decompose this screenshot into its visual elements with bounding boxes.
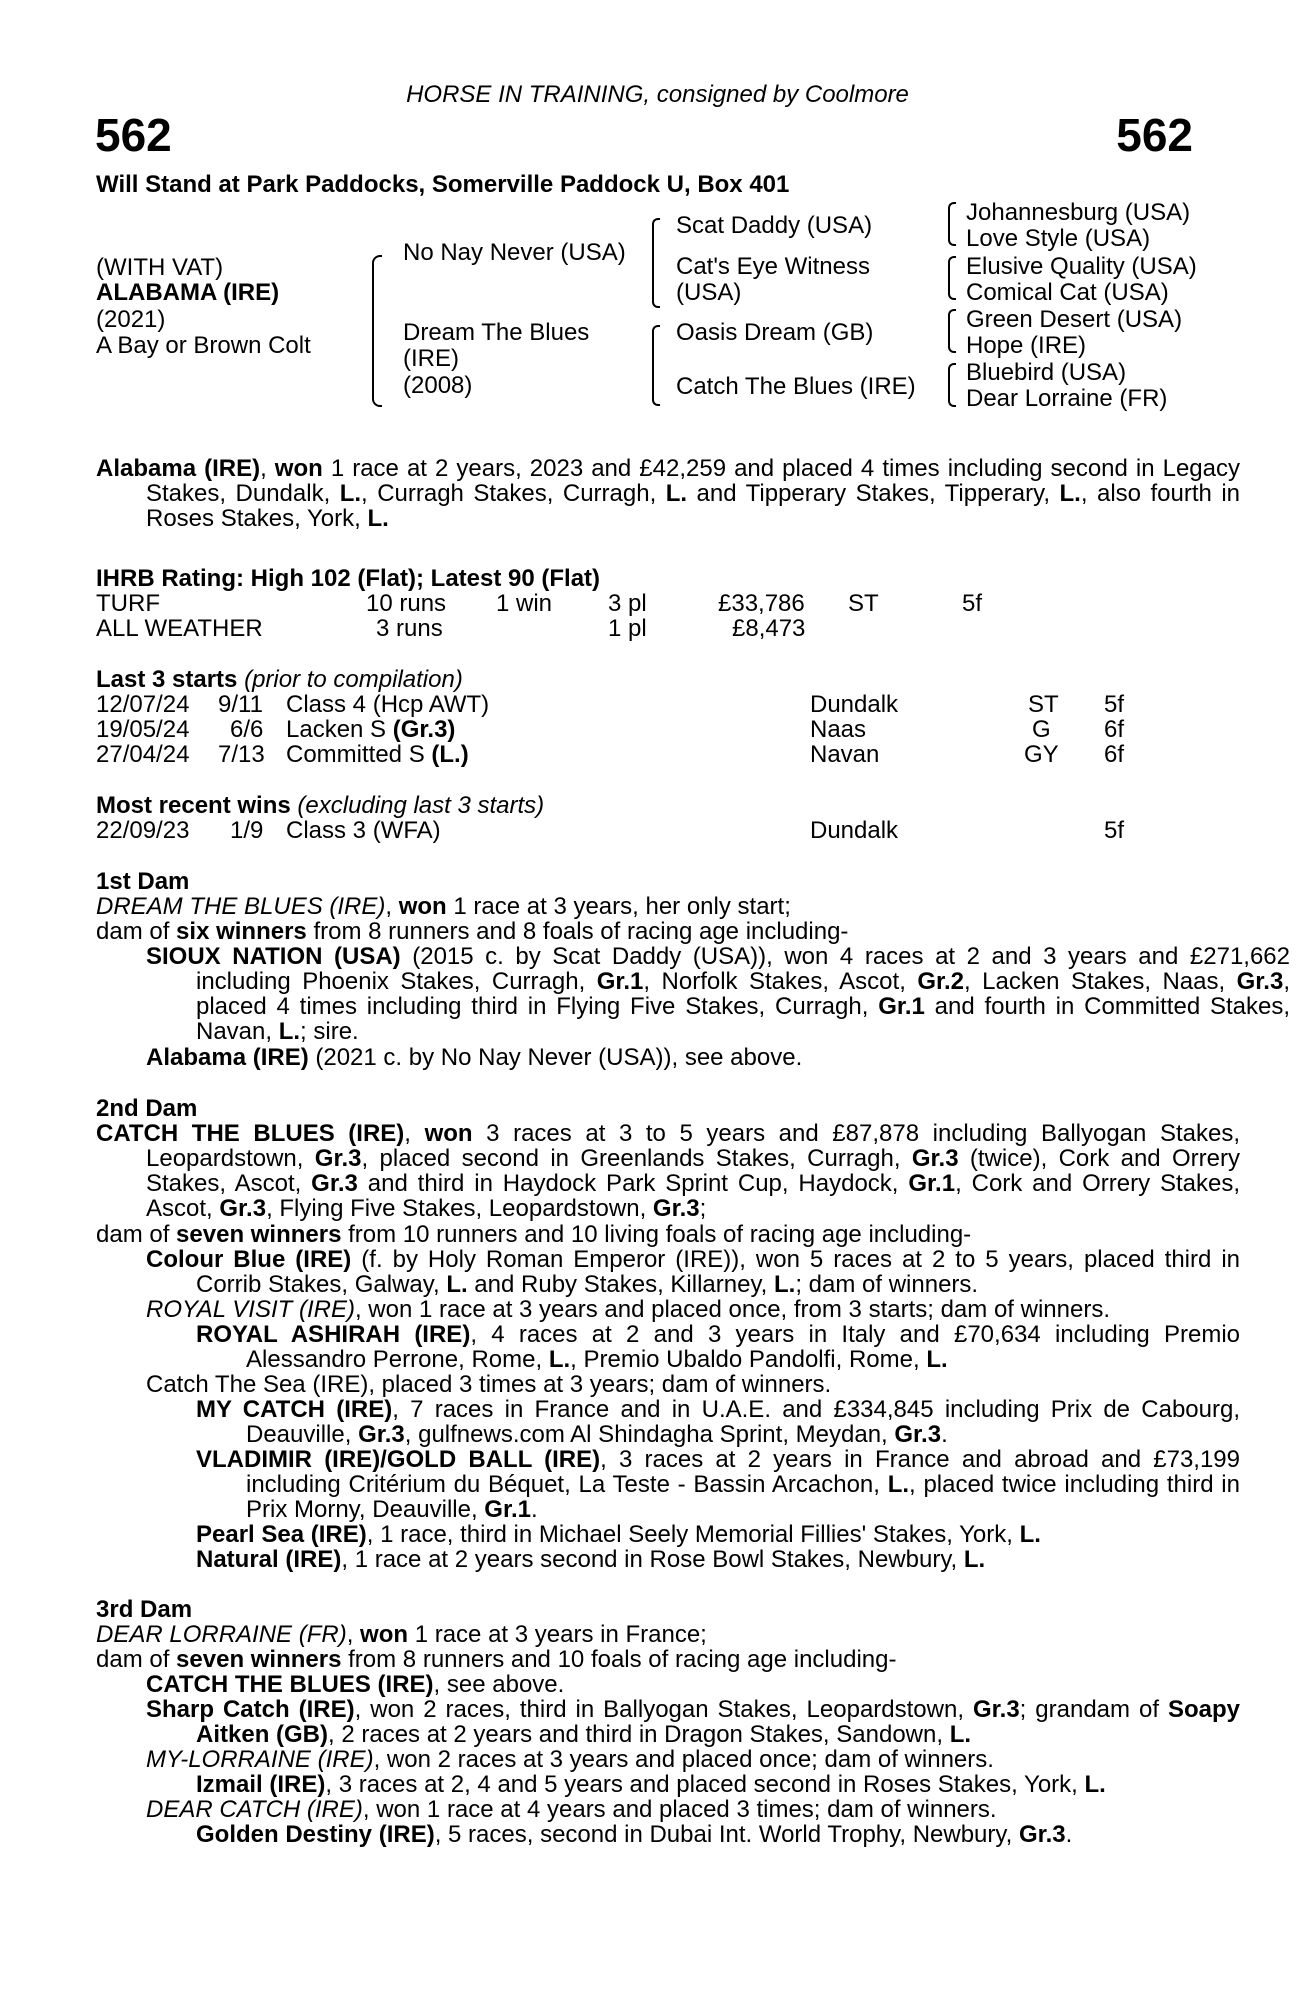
pedigree-dam-sire: Oasis Dream (GB) [676,319,874,346]
progeny-my-catch: MY CATCH (IRE), 7 races in France and in U.A.E. and £334,845 including Prix de Cabourg, Deauville, Gr.3, gulfnews.com Al Shindagha Sprint, Meydan, Gr.3. [196,1396,1240,1448]
pedigree-brace-main [372,255,382,407]
progeny-catch-the-sea: Catch The Sea (IRE), placed 3 times at 3 years; dam of winners. [146,1371,832,1398]
start-row [96,742,1196,767]
listed-mark: L. [367,505,389,532]
rating-placed: 3 pl [608,590,647,617]
pedigree-dam-line3: (2008) [403,372,473,399]
rating-surface: ALL WEATHER [96,615,263,642]
dam2-record: CATCH THE BLUES (IRE), won 3 races at 3 to 5 years and £87,878 including Ballyogan Stakes, Leopardstown, Gr.3, placed second in Greenlands Stakes, Curragh, Gr.3 (twice), Cork and Orrery Stakes, Ascot, Gr.3 and third in Haydock Park Sprint Cup, Haydock, Gr.1, Cork and Orrery Stakes, Ascot, Gr.3, Flying Five Stakes, Leopardstown, Gr.3; [96,1120,1240,1222]
start-position: 9/11 [218,691,263,718]
pedigree-dds: Bluebird (USA) [966,359,1127,386]
progeny-royal-visit: ROYAL VISIT (IRE), won 1 race at 3 years and placed once, from 3 starts; dam of winners. [146,1296,1110,1323]
rating-runs: 3 runs [376,615,443,642]
win-race: Class 3 (WFA) [286,817,441,844]
dam3-line: DEAR LORRAINE (FR), won 1 race at 3 years in France; [96,1621,707,1648]
rating-placed: 1 pl [608,615,647,642]
pedigree-dsd: Hope (IRE) [966,332,1087,359]
win-row [96,818,1196,843]
start-race: Class 4 (Hcp AWT) [286,691,490,718]
win-date: 22/09/23 [96,817,190,844]
progeny-name: Izmail (IRE) [196,1771,326,1798]
horse-name: ALABAMA (IRE) [96,279,280,306]
summary-won: won [274,455,323,482]
pedigree-sdd: Comical Cat (USA) [966,279,1169,306]
win-position: 1/9 [230,817,264,844]
progeny-sharp-catch: Sharp Catch (IRE), won 2 races, third in Ballyogan Stakes, Leopardstown, Gr.3; grandam of Soapy Aitken (GB), 2 races at 2 years and third in Dragon Stakes, Sandown, L. [146,1696,1241,1748]
dam3-name: DEAR LORRAINE (FR) [96,1621,347,1648]
pedigree-dam-line1: Dream The Blues [403,319,590,346]
pedigree-sire: No Nay Never (USA) [403,239,626,266]
pedigree-brace-dam [652,325,660,406]
progeny-royal-ashirah: ROYAL ASHIRAH (IRE), 4 races at 2 and 3 years in Italy and £70,634 including Premio Alessandro Perrone, Rome, L., Premio Ubaldo Pandolfi, Rome, L. [196,1321,1240,1373]
progeny-golden-destiny: Golden Destiny (IRE), 5 races, second in Dubai Int. World Trophy, Newbury, Gr.3. [196,1821,1073,1848]
last-starts-title: Last 3 starts [96,666,238,693]
progeny-natural: Natural (IRE), 1 race at 2 years second in Rose Bowl Stakes, Newbury, L. [196,1546,986,1573]
start-distance: 6f [1104,716,1125,743]
progeny-name: SIOUX NATION (USA) [146,943,401,970]
pedigree-sds: Elusive Quality (USA) [966,253,1197,280]
dam3-produce-line: dam of seven winners from 8 runners and 10 foals of racing age including- [96,1646,897,1673]
pedigree-dss: Green Desert (USA) [966,306,1183,333]
pedigree-brace-sire [652,218,660,308]
lot-number-left: 562 [95,109,172,161]
summary-text: 1 race at 2 years, 2023 and £42,259 and placed 4 times including second in Legacy Stakes, Dundalk, [146,455,1241,507]
pedigree-brace-g3 [948,309,956,353]
progeny-name: Alabama (IRE) [146,1044,309,1071]
pedigree-sire-dam-line1: Cat's Eye Witness [676,253,870,280]
horse-year: (2021) [96,306,166,333]
dam1-line: DREAM THE BLUES (IRE), won 1 race at 3 years, her only start; [96,893,791,920]
listed-mark: L. [339,480,362,507]
start-date: 19/05/24 [96,716,190,743]
progeny-colour-blue: Colour Blue (IRE) (f. by Holy Roman Emperor (IRE)), won 5 races at 2 to 5 years, placed third in Corrib Stakes, Galway, L. and Ruby Stakes, Killarney, L.; dam of winners. [146,1246,1241,1298]
progeny-sioux-nation: SIOUX NATION (USA) (2015 c. by Scat Daddy (USA)), won 4 races at 2 and 3 years and £271,662 including Phoenix Stakes, Curragh, Gr.1, Norfolk Stakes, Ascot, Gr.2, Lacken Stakes, Naas, Gr.3, placed 4 times including third in Flying Five Stakes, Curragh, Gr.1 and fourth in Committed Stakes, Navan, L.; sire. [146,943,1291,1045]
progeny-pearl-sea: Pearl Sea (IRE), 1 race, third in Michael Seely Memorial Fillies' Stakes, York, L. [196,1521,1041,1548]
start-course: Dundalk [810,691,899,718]
pedigree-sire-dam-line2: (USA) [676,279,742,306]
progeny-name: ROYAL ASHIRAH (IRE) [196,1321,471,1348]
progeny-name: MY CATCH (IRE) [196,1396,393,1423]
dam1-title: 1st Dam [96,868,190,895]
start-distance: 5f [1104,691,1125,718]
progeny-name: Natural (IRE) [196,1546,342,1573]
start-row [96,692,1196,717]
race-summary: Alabama (IRE), won 1 race at 2 years, 2023 and £42,259 and placed 4 times including second in Legacy Stakes, Dundalk, L., Curragh Stakes, Curragh, L. and Tipperary Stakes, Tipperary, L., also fourth in Roses Stakes, York, L. [96,455,1241,532]
dam1-name: DREAM THE BLUES (IRE) [96,893,386,920]
progeny-my-lorraine: MY-LORRAINE (IRE), won 2 races at 3 years and placed once; dam of winners. [146,1746,994,1773]
start-course: Naas [810,716,867,743]
progeny-name: VLADIMIR (IRE)/GOLD BALL (IRE) [196,1446,601,1473]
progeny-name: CATCH THE BLUES (IRE) [146,1671,434,1698]
summary-text: , Curragh Stakes, Curragh, [361,480,666,507]
start-race: Lacken S (Gr.3) [286,716,456,743]
consignment-line: HORSE IN TRAINING, consigned by Coolmore [406,81,909,108]
pedigree-ssd: Love Style (USA) [966,225,1151,252]
pedigree-sss: Johannesburg (USA) [966,199,1191,226]
listed-mark: L. [1059,480,1081,507]
rating-runs: 10 runs [366,590,447,617]
dam2-name: CATCH THE BLUES (IRE) [96,1120,405,1147]
progeny-name: Golden Destiny (IRE) [196,1821,435,1848]
rating-going: ST [848,590,879,617]
progeny-alabama: Alabama (IRE) (2021 c. by No Nay Never (USA)), see above. [146,1044,803,1071]
horse-description: A Bay or Brown Colt [96,332,311,359]
recent-wins-note: (excluding last 3 starts) [297,792,545,819]
lot-number-right: 562 [1116,109,1193,161]
start-going: ST [1028,691,1059,718]
pedigree-brace-g2 [948,256,956,300]
progeny-name: Pearl Sea (IRE) [196,1521,367,1548]
rating-surface: TURF [96,590,160,617]
progeny-name: MY-LORRAINE (IRE) [146,1746,374,1773]
pedigree-dam-line2: (IRE) [403,345,459,372]
last-starts-heading [96,667,463,692]
dam2-title: 2nd Dam [96,1095,198,1122]
start-position: 6/6 [230,716,264,743]
pedigree-brace-g1 [948,202,956,246]
progeny-dear-catch: DEAR CATCH (IRE), won 1 race at 4 years and placed 3 times; dam of winners. [146,1796,997,1823]
pedigree-ddd: Dear Lorraine (FR) [966,385,1168,412]
rating-row [96,616,1196,641]
start-course: Navan [810,741,880,768]
summary-text: and Tipperary Stakes, Tipperary, [687,480,1060,507]
progeny-catch-the-blues: CATCH THE BLUES (IRE), see above. [146,1671,565,1698]
start-row [96,717,1196,742]
progeny-name: DEAR CATCH (IRE) [146,1796,363,1823]
start-distance: 6f [1104,741,1125,768]
pedigree-sire-sire: Scat Daddy (USA) [676,212,873,239]
start-race: Committed S (L.) [286,741,469,768]
recent-wins-title: Most recent wins [96,792,291,819]
progeny-izmail: Izmail (IRE), 3 races at 2, 4 and 5 years and placed second in Roses Stakes, York, L. [196,1771,1106,1798]
dam3-title: 3rd Dam [96,1596,193,1623]
rating-earnings: £33,786 [718,590,805,617]
rating-distance: 5f [962,590,983,617]
start-going: GY [1024,741,1059,768]
dam2-produce-line: dam of seven winners from 10 runners and 10 living foals of racing age including- [96,1221,972,1248]
listed-mark: L. [665,480,688,507]
start-going: G [1032,716,1051,743]
recent-wins-heading [96,793,544,818]
start-date: 12/07/24 [96,691,190,718]
pedigree-brace-g4 [948,363,956,407]
win-distance: 5f [1104,817,1125,844]
dam1-produce-line: dam of six winners from 8 runners and 8 foals of racing age including- [96,918,849,945]
rating-row [96,591,1196,616]
start-position: 7/13 [218,741,265,768]
win-course: Dundalk [810,817,899,844]
last-starts-note: (prior to compilation) [244,666,463,693]
progeny-name: Sharp Catch (IRE) [146,1696,355,1723]
horse-vat: (WITH VAT) [96,254,224,281]
summary-text: , also fourth in Roses Stakes, York, [146,480,1240,532]
progeny-name: Colour Blue (IRE) [146,1246,352,1273]
progeny-vladimir: VLADIMIR (IRE)/GOLD BALL (IRE), 3 races at 2 years in France and abroad and £73,199 including Critérium du Béquet, La Teste - Bassin Arcachon, L., placed twice including third in Prix Morny, Deauville, Gr.1. [196,1446,1241,1523]
pedigree-dam-dam: Catch The Blues (IRE) [676,373,916,400]
stand-location: Will Stand at Park Paddocks, Somerville Paddock U, Box 401 [96,171,790,198]
rating-earnings: £8,473 [732,615,806,642]
rating-title: IHRB Rating: High 102 (Flat); Latest 90 (Flat) [96,565,601,592]
start-date: 27/04/24 [96,741,190,768]
rating-wins: 1 win [496,590,553,617]
summary-horse-name: Alabama (IRE) [96,455,261,482]
progeny-name: ROYAL VISIT (IRE) [146,1296,355,1323]
